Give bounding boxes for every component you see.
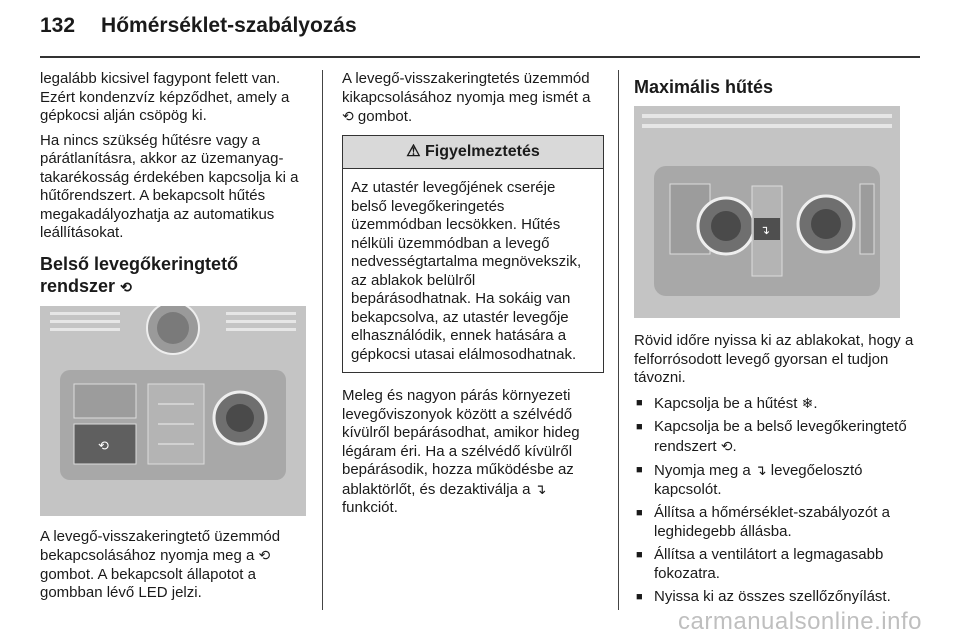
column-1 bbox=[40, 70, 306, 609]
svg-text:↴: ↴ bbox=[760, 223, 771, 237]
section-heading: Maximális hűtés bbox=[634, 77, 774, 97]
recirc-icon: ⟲ bbox=[258, 547, 271, 563]
column-3 bbox=[634, 70, 920, 612]
column-divider bbox=[618, 70, 619, 610]
section-heading: Belső levegőkeringtető rendszer ⟲ bbox=[40, 253, 239, 296]
column-2 bbox=[342, 70, 604, 524]
page-header bbox=[40, 14, 357, 38]
paragraph: A levegő-visszakeringtetés üzemmód kikapcsolásához nyomja meg ismét a ⟲ gombot. bbox=[342, 70, 591, 125]
list-item: ■ Kapcsolja be a belső levegőkeringtető rendszert ⟲. bbox=[634, 418, 920, 456]
snowflake-icon: ❄ bbox=[801, 394, 814, 411]
paragraph: A levegő-visszakeringtető üzemmód bekapcsolásához nyomja meg a ⟲ gombot. A bekapcsolt állapotot a gombban lévő LED jelzi. bbox=[40, 527, 281, 601]
page-title: Hőmérséklet-szabályozás bbox=[101, 14, 357, 37]
page-number: 132 bbox=[40, 14, 76, 37]
warning-text: Az utastér levegőjének cseréje belső levegőkeringetés üzemmódban lecsökken. Hűtés nélküli üzemmódban a levegő nedvességtartalma megnövekszik, az ablakok belülről bepárásodhatnak. Ha sokáig van bekapcsolva, az utastér levegője elhasználódik, ennek hatására a gépkocsi utasai elálmosodhatnak. bbox=[351, 179, 582, 363]
list-item: ■ Állítsa a hőmérséklet-szabályozót a leghidegebb állásba. bbox=[634, 504, 920, 541]
climate-panel-illustration bbox=[40, 306, 306, 516]
list-item: ■ Állítsa a ventilátort a legmagasabb fokozatra. bbox=[634, 546, 920, 583]
warning-header bbox=[343, 136, 603, 170]
warning-icon: ⚠ bbox=[406, 142, 421, 160]
max-cooling-panel-photo bbox=[634, 106, 900, 318]
recirc-icon: ⟲ bbox=[720, 437, 733, 454]
paragraph: Rövid időre nyissa ki az ablakokat, hogy a felforrósodott levegő gyorsan el tudjon távozni. bbox=[634, 332, 914, 386]
list-item: ■ Nyissa ki az összes szellőzőnyílást. bbox=[634, 588, 920, 607]
vent-icon: ↴ bbox=[534, 480, 547, 497]
list-item: ■ Nyomja meg a ↴ levegőelosztó kapcsolót. bbox=[634, 461, 920, 499]
recirculation-panel-photo bbox=[40, 306, 306, 516]
list-item: ■ Kapcsolja be a hűtést ❄. bbox=[634, 394, 920, 414]
paragraph: Ha nincs szükség hűtésre vagy a párátlanításra, akkor az üzemanyag-takarékosság érdekében kapcsolja ki a hűtőrendszert. A bekapcsolt hűtés megakadályozhatja az automatikus leállításokat. bbox=[40, 131, 299, 241]
header-rule bbox=[40, 56, 920, 58]
paragraph: legalább kicsivel fagypont felett van. Ezért kondenzvíz képződhet, amely a gépkocsi alján csöpög ki. bbox=[40, 70, 290, 124]
paragraph: Meleg és nagyon párás környezeti levegőviszonyok között a szélvédő kívülről bepárásodhat, amikor hideg légáram éri. Ha a szélvédő kívülről bepárásodik, hozza működésbe az ablaktörlőt, és dezaktiválja a ↴ funkciót. bbox=[342, 387, 580, 516]
recirc-icon: ⟲ bbox=[120, 278, 132, 295]
warning-box bbox=[342, 135, 604, 374]
recirc-icon: ⟲ bbox=[342, 108, 354, 124]
svg-text:⟲: ⟲ bbox=[98, 438, 109, 454]
instruction-list bbox=[634, 394, 920, 607]
vent-icon: ↴ bbox=[754, 462, 767, 478]
climate-panel-illustration bbox=[634, 106, 900, 318]
watermark: carmanualsonline.info bbox=[678, 608, 922, 635]
warning-title: Figyelmeztetés bbox=[425, 142, 540, 160]
column-divider bbox=[322, 70, 323, 610]
